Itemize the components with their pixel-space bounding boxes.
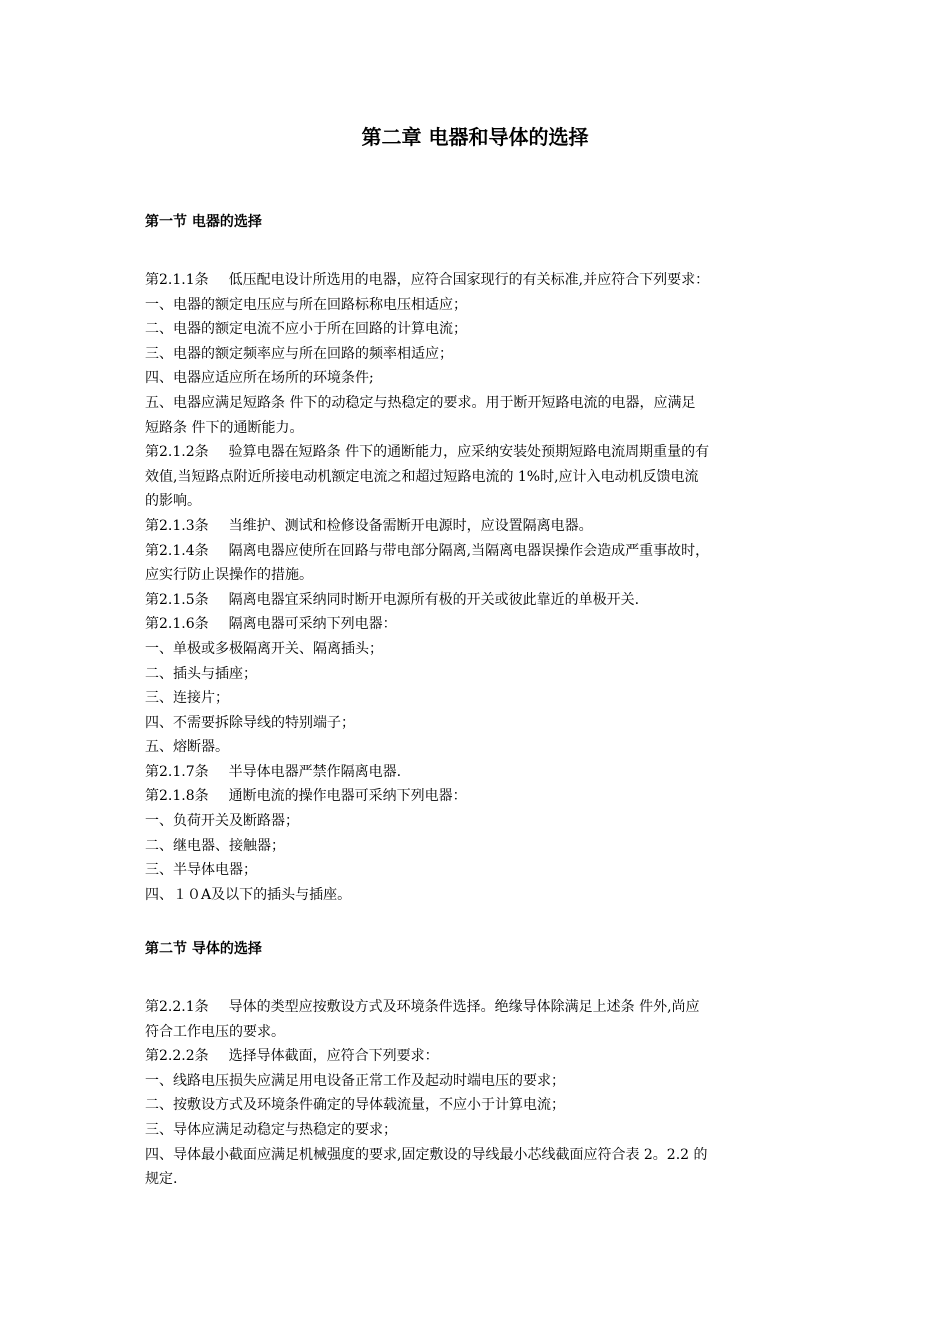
line-text: 五、电器应满足短路条 件下的动稳定与热稳定的要求。用于断开短路电流的电器，应满足	[145, 394, 696, 411]
paragraph-line	[145, 637, 810, 662]
paragraph-line	[145, 612, 810, 637]
paragraph-line	[145, 317, 810, 342]
line-text: 验算电器在短路条 件下的通断能力，应采纳安装处预期短路电流周期重量的有	[228, 444, 710, 461]
paragraph-line	[145, 391, 810, 416]
paragraph-line	[145, 711, 810, 736]
article-number: 第2.1.3条	[145, 517, 209, 534]
paragraph-line	[145, 588, 810, 613]
chapter-title: 第二章 电器和导体的选择	[361, 125, 589, 149]
paragraph-line	[145, 784, 810, 809]
line-text: 三、连接片；	[145, 690, 229, 707]
article-number: 第2.1.8条	[145, 788, 209, 805]
line-text: 的影响。	[145, 493, 201, 510]
paragraph-line	[145, 1118, 810, 1143]
line-text: 二、继电器、接触器；	[145, 837, 285, 854]
line-text: 一、线路电压损失应满足用电设备正常工作及起动时端电压的要求；	[145, 1072, 565, 1089]
paragraph-line	[145, 883, 810, 908]
line-text: 符合工作电压的要求。	[145, 1023, 285, 1040]
paragraph-line	[145, 760, 810, 785]
line-text: 四、电器应适应所在场所的环境条件;	[145, 370, 374, 387]
line-text: 四、导体最小截面应满足机械强度的要求,固定敷设的导线最小芯线截面应符合表 2。2.2 的	[145, 1146, 708, 1163]
article-number: 第2.1.5条	[145, 591, 209, 608]
paragraph-line	[145, 342, 810, 367]
line-text: 当维护、测试和检修设备需断开电源时，应设置隔离电器。	[228, 517, 593, 534]
paragraph-line	[145, 563, 810, 588]
paragraph-line	[145, 662, 810, 687]
line-text: 半导体电器严禁作隔离电器.	[228, 763, 402, 780]
line-text: 一、负荷开关及断路器；	[145, 813, 299, 830]
article-number: 第2.1.6条	[145, 616, 209, 633]
line-text: 导体的类型应按敷设方式及环境条件选择。绝缘导体除满足上述条 件外,尚应	[228, 999, 700, 1015]
section-title-2: 第二节 导体的选择	[145, 941, 262, 957]
line-text: 二、插头与插座；	[145, 665, 257, 682]
paragraph-line	[145, 268, 810, 293]
paragraph-line	[145, 1167, 810, 1192]
line-text: 通断电流的操作电器可采纳下列电器：	[228, 788, 467, 805]
line-text: 三、半导体电器；	[145, 862, 257, 879]
line-text: 短路条 件下的通断能力。	[145, 419, 304, 436]
paragraph-line	[145, 440, 810, 465]
paragraph-line	[145, 1069, 810, 1094]
line-text: 隔离电器应使所在回路与带电部分隔离,当隔离电器误操作会造成严重事故时，	[228, 542, 710, 559]
paragraph-line	[145, 1143, 810, 1168]
line-text: 选择导体截面，应符合下列要求：	[228, 1048, 439, 1065]
paragraph-line	[145, 995, 810, 1020]
line-text: 五、熔断器。	[145, 739, 229, 756]
paragraph-line	[145, 858, 810, 883]
paragraph-line	[145, 809, 810, 834]
paragraph-line	[145, 686, 810, 711]
article-number: 第2.2.2条	[145, 1048, 209, 1065]
paragraph-line	[145, 293, 810, 318]
line-text: 二、按敷设方式及环境条件确定的导体载流量，不应小于计算电流；	[145, 1097, 565, 1114]
paragraph-line	[145, 1044, 810, 1069]
line-text: 三、电器的额定频率应与所在回路的频率相适应；	[145, 345, 453, 362]
line-text: 隔离电器宜采纳同时断开电源所有极的开关或彼此靠近的单极开关.	[228, 591, 640, 608]
line-text: 四、不需要拆除导线的特别端子；	[145, 714, 355, 731]
paragraph-line	[145, 514, 810, 539]
line-text: 隔离电器可采纳下列电器：	[228, 616, 397, 633]
article-number: 第2.2.1条	[145, 999, 209, 1015]
article-number: 第2.1.7条	[145, 763, 209, 780]
line-text: 一、电器的额定电压应与所在回路标称电压相适应；	[145, 296, 467, 313]
line-text: 二、电器的额定电流不应小于所在回路的计算电流；	[145, 321, 467, 338]
line-text: 一、单极或多极隔离开关、隔离插头；	[145, 640, 383, 657]
line-text: 规定.	[145, 1171, 178, 1188]
paragraph-line	[145, 735, 810, 760]
paragraph-line	[145, 834, 810, 859]
section-title-1: 第一节 电器的选择	[145, 214, 262, 230]
paragraph-line	[145, 1020, 810, 1045]
paragraph-line	[145, 366, 810, 391]
article-number: 第2.1.4条	[145, 542, 209, 559]
paragraph-line	[145, 489, 810, 514]
line-text: 应实行防止误操作的措施。	[145, 567, 313, 584]
article-number: 第2.1.1条	[145, 272, 209, 288]
paragraph-line	[145, 465, 810, 490]
paragraph-line	[145, 539, 810, 564]
section-2-body	[145, 995, 810, 1192]
line-text: 三、导体应满足动稳定与热稳定的要求；	[145, 1121, 397, 1138]
section-1-body	[145, 268, 810, 907]
line-text: 四、１０A及以下的插头与插座。	[145, 886, 352, 903]
line-text: 效值,当短路点附近所接电动机额定电流之和超过短路电流的 1%时,应计入电动机反馈电流	[145, 468, 699, 485]
article-number: 第2.1.2条	[145, 444, 209, 461]
paragraph-line	[145, 1093, 810, 1118]
paragraph-line	[145, 416, 810, 441]
line-text: 低压配电设计所选用的电器，应符合国家现行的有关标准,并应符合下列要求：	[228, 272, 710, 288]
